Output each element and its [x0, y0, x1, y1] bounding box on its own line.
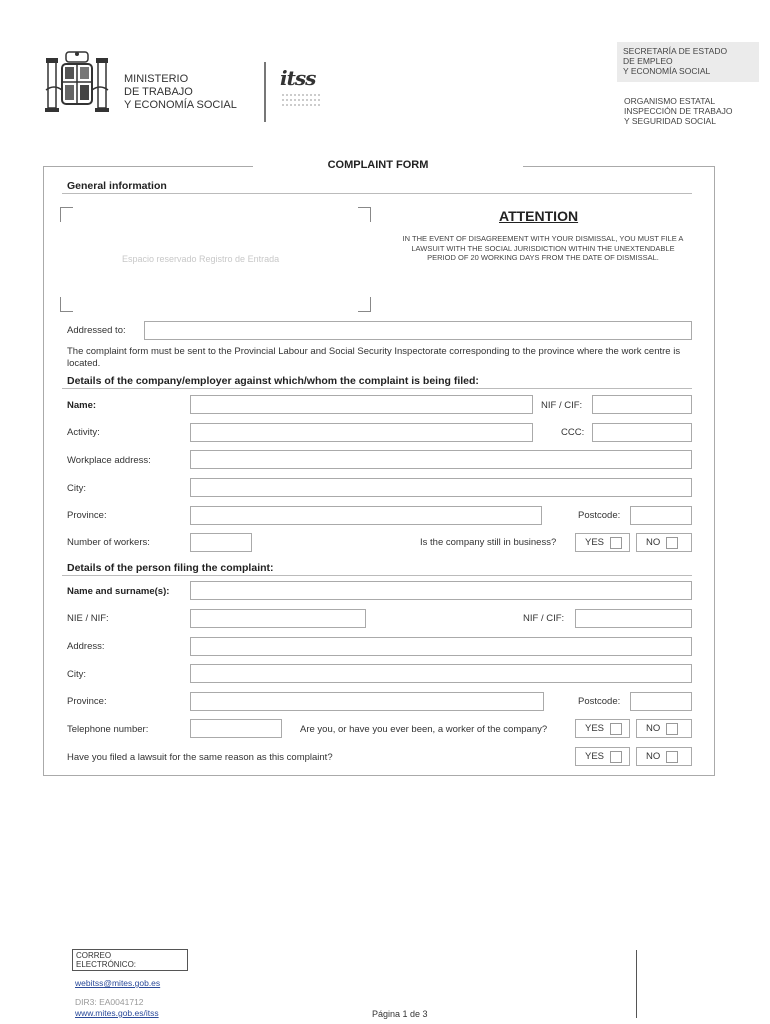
worker-no[interactable] [636, 719, 692, 738]
ministry-line: Y ECONOMÍA SOCIAL [124, 99, 237, 111]
company-city-label: City: [67, 483, 86, 494]
activity-label: Activity: [67, 427, 100, 438]
reserved-corner [60, 207, 73, 222]
workplace-address-label: Workplace address: [67, 455, 151, 466]
company-section-heading: Details of the company/employer against which/whom the complaint is being filed: [67, 375, 479, 387]
person-section-heading: Details of the person filing the complaint: [67, 562, 274, 574]
company-nif-field[interactable] [592, 395, 692, 414]
reserved-corner [358, 207, 371, 222]
ccc-field[interactable] [592, 423, 692, 442]
no-label: NO [646, 537, 661, 548]
workers-field[interactable] [190, 533, 252, 552]
section-rule [62, 193, 692, 194]
secretaria-line: DE EMPLEO [623, 56, 673, 66]
lawsuit-question: Have you filed a lawsuit for the same reason as this complaint? [67, 752, 333, 763]
company-province-field[interactable] [190, 506, 542, 525]
organismo-line: Y SEGURIDAD SOCIAL [624, 116, 716, 126]
page-number: Página 1 de 3 [372, 1009, 428, 1019]
person-province-field[interactable] [190, 692, 544, 711]
organismo-line: ORGANISMO ESTATAL [624, 96, 716, 106]
company-province-label: Province: [67, 510, 107, 521]
addressed-to-label: Addressed to: [67, 325, 126, 336]
person-nif-label: NIF / CIF: [523, 613, 565, 624]
workplace-address-field[interactable] [190, 450, 692, 469]
secretaria-box [617, 42, 759, 82]
worker-question: Are you, or have you ever been, a worker of the company? [300, 724, 548, 735]
secretaria-line: SECRETARÍA DE ESTADO [623, 46, 728, 56]
yes-label: YES [585, 751, 605, 762]
company-name-field[interactable] [190, 395, 533, 414]
attention-title: ATTENTION [499, 208, 579, 224]
attention-text: IN THE EVENT OF DISAGREEMENT WITH YOUR DISMISSAL, YOU MUST FILE A LAWSUIT WITH THE SOCIAL JURISDICTION WITHIN THE UNEXTENDABLE PERIOD OF 20 WORKING DAYS FROM THE DATE OF DISMISSAL. [402, 234, 684, 262]
ministry-line: MINISTERIO [124, 73, 189, 85]
activity-field[interactable] [190, 423, 533, 442]
submission-notice: The complaint form must be sent to the Provincial Labour and Social Security Inspectorate corresponding to the province where the work centre is located. [67, 346, 681, 369]
email-label-line: CORREO [76, 951, 112, 960]
person-postcode-field[interactable] [630, 692, 692, 711]
ministry-line: DE TRABAJO [124, 86, 193, 98]
workers-label: Number of workers: [67, 537, 150, 548]
person-name-field[interactable] [190, 581, 692, 600]
in-business-no[interactable] [636, 533, 692, 552]
addressed-to-field[interactable] [144, 321, 692, 340]
phone-label: Telephone number: [67, 724, 149, 735]
company-postcode-label: Postcode: [578, 510, 621, 521]
nie-nif-label: NIE / NIF: [67, 613, 109, 624]
in-business-yes[interactable] [575, 533, 630, 552]
nie-nif-field[interactable] [190, 609, 366, 628]
header-divider [264, 62, 266, 122]
person-postcode-label: Postcode: [578, 696, 621, 707]
ccc-label: CCC: [561, 427, 585, 438]
no-label: NO [646, 751, 661, 762]
company-nif-label: NIF / CIF: [541, 400, 583, 411]
section-rule [62, 388, 692, 389]
footer-divider [636, 950, 637, 1018]
worker-yes[interactable] [575, 719, 630, 738]
person-address-field[interactable] [190, 637, 692, 656]
coat-of-arms-logo [44, 50, 110, 118]
person-nif-field[interactable] [575, 609, 692, 628]
checkbox-icon [610, 723, 622, 735]
yes-label: YES [585, 723, 605, 734]
website-link[interactable]: www.mites.gob.es/itss [75, 1008, 159, 1018]
person-city-label: City: [67, 669, 86, 680]
organismo-block [624, 96, 764, 126]
dir3-code: DIR3: EA0041712 [75, 997, 144, 1007]
reserved-corner [358, 297, 371, 312]
company-postcode-field[interactable] [630, 506, 692, 525]
section-rule [62, 575, 692, 576]
general-info-heading: General information [67, 180, 167, 192]
reserved-corner [60, 297, 73, 312]
person-province-label: Province: [67, 696, 107, 707]
no-label: NO [646, 723, 661, 734]
person-address-label: Address: [67, 641, 105, 652]
email-link[interactable]: webitss@mites.gob.es [75, 978, 161, 988]
checkbox-icon [610, 537, 622, 549]
email-label-line: ELECTRÓNICO: [76, 960, 137, 969]
phone-field[interactable] [190, 719, 282, 738]
company-city-field[interactable] [190, 478, 692, 497]
ministry-name [124, 73, 237, 112]
secretaria-line: Y ECONOMÍA SOCIAL [623, 66, 711, 76]
itss-logo-text: itss [280, 66, 316, 90]
lawsuit-no[interactable] [636, 747, 692, 766]
form-title: COMPLAINT FORM [327, 159, 429, 171]
person-name-label: Name and surname(s): [67, 586, 170, 597]
lawsuit-yes[interactable] [575, 747, 630, 766]
organismo-line: INSPECCIÓN DE TRABAJO [624, 106, 733, 116]
email-label-box [72, 949, 188, 971]
reserved-area-label: Espacio reservado Registro de Entrada [122, 254, 280, 264]
itss-logo [280, 68, 328, 116]
yes-label: YES [585, 537, 605, 548]
checkbox-icon [666, 723, 678, 735]
in-business-label: Is the company still in business? [420, 537, 557, 548]
checkbox-icon [610, 751, 622, 763]
checkbox-icon [666, 751, 678, 763]
company-name-label: Name: [67, 400, 97, 411]
checkbox-icon [666, 537, 678, 549]
person-city-field[interactable] [190, 664, 692, 683]
